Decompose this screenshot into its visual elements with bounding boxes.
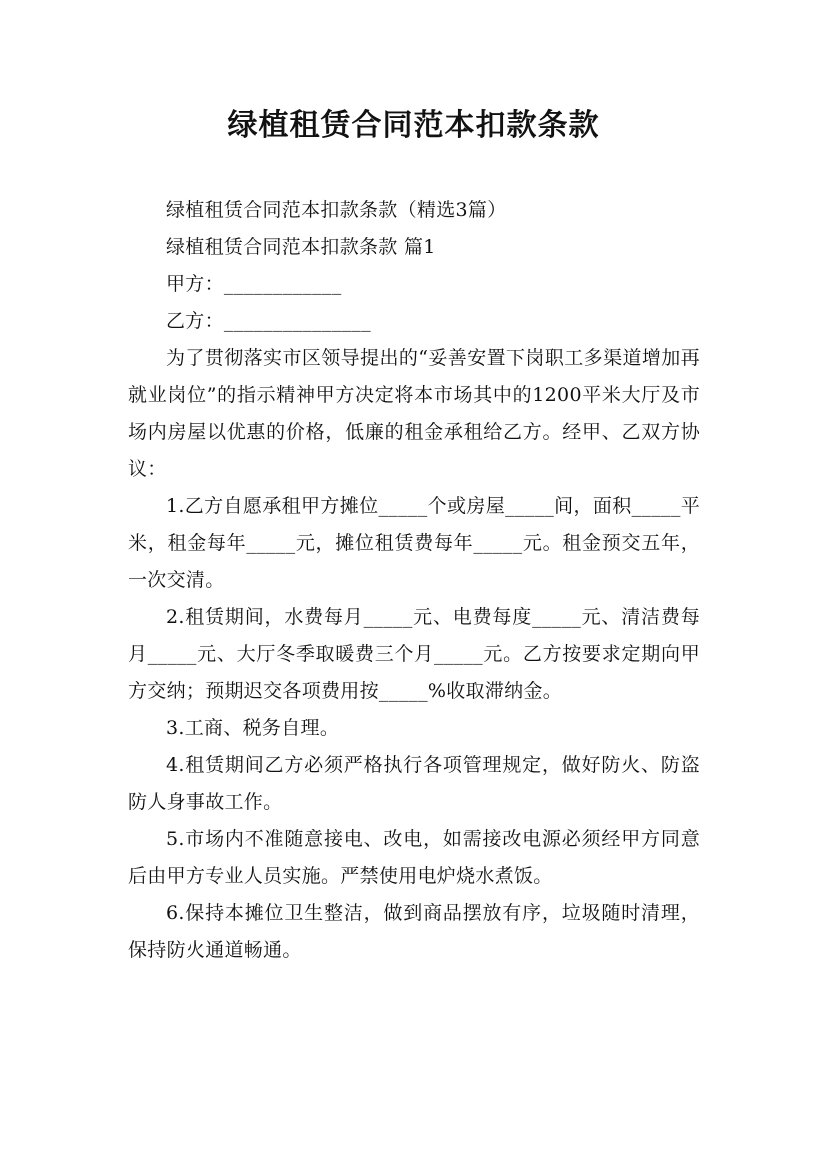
document-body [128,192,700,969]
paragraph-party-b: 乙方：_______________ [166,310,371,332]
paragraph-clause-2: 2.租赁期间，水费每月_____元、电费每度_____元、清洁费每月_____元、大厅冬季取暖费三个月_____元。乙方按要求定期向甲方交纳；预期迟交各项费用按_____%收取滞纳金。 [128,606,700,702]
paragraph-clause-4: 4.租赁期间乙方必须严格执行各项管理规定，做好防火、防盗防人身事故工作。 [128,754,700,813]
paragraph-section-heading: 绿植租赁合同范本扣款条款 篇1 [166,236,436,258]
paragraph-intro: 绿植租赁合同范本扣款条款（精选3篇） [166,199,507,221]
document-title: 绿植租赁合同范本扣款条款 [227,108,600,143]
paragraph-preamble: 为了贯彻落实市区领导提出的“妥善安置下岗职工多渠道增加再就业岗位”的指示精神甲方决定将本市场其中的1200平米大厅及市场内房屋以优惠的价格，低廉的租金承租给乙方。经甲、乙双方协议： [128,347,700,480]
paragraph-clause-3: 3.工商、税务自理。 [166,717,340,739]
paragraph-clause-5: 5.市场内不准随意接电、改电，如需接改电源必须经甲方同意后由甲方专业人员实施。严禁使用电炉烧水煮饭。 [128,828,700,887]
paragraph-clause-1: 1.乙方自愿承租甲方摊位_____个或房屋_____间，面积_____平米，租金每年_____元，摊位租赁费每年_____元。租金预交五年，一次交清。 [128,495,700,591]
paragraph-clause-6: 6.保持本摊位卫生整洁，做到商品摆放有序，垃圾随时清理，保持防火通道畅通。 [128,902,700,961]
paragraph-party-a: 甲方：____________ [166,273,342,295]
